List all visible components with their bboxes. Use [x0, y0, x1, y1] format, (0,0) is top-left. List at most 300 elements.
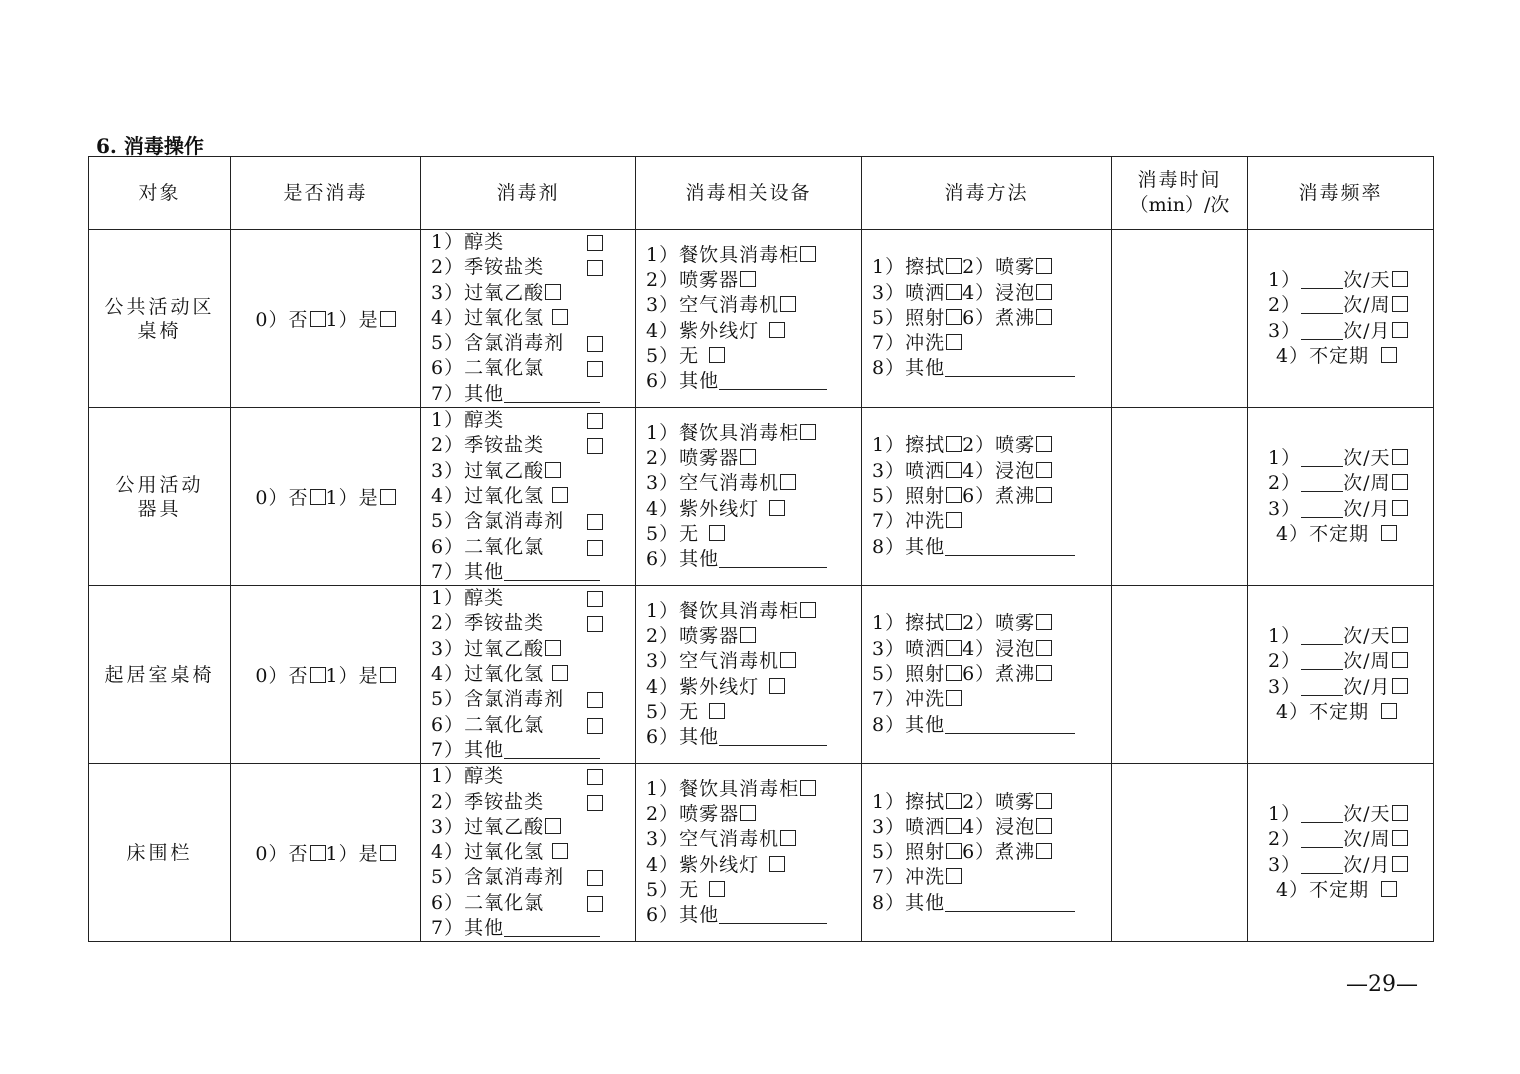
- method-option-label: 4）浸泡: [962, 281, 1036, 304]
- equipment-cell: [636, 764, 862, 942]
- agent-option-label: 5）含氯消毒剂: [431, 510, 565, 533]
- method-checkbox[interactable]: [946, 690, 962, 706]
- agent-checkbox[interactable]: [587, 769, 603, 785]
- agent-option: [431, 408, 635, 433]
- equipment-checkbox[interactable]: [740, 805, 756, 821]
- frequency-count-input[interactable]: [1301, 321, 1343, 340]
- agent-checkbox[interactable]: [545, 284, 561, 300]
- frequency-option-label: 1）: [1268, 625, 1302, 648]
- frequency-count-input[interactable]: [1301, 448, 1343, 467]
- agent-checkbox[interactable]: [587, 514, 603, 530]
- disinfection-table: [88, 156, 1434, 942]
- header-time-line1: 消毒时间: [1137, 169, 1222, 191]
- equipment-option-label: 5）无: [646, 522, 700, 545]
- agent-option: [431, 382, 635, 407]
- frequency-checkbox[interactable]: [1392, 856, 1408, 872]
- frequency-option: [1268, 522, 1433, 547]
- method-option-label: 6）煮沸: [962, 306, 1036, 329]
- agent-option-label: 2）季铵盐类: [431, 612, 545, 635]
- agent-checkbox[interactable]: [587, 260, 603, 276]
- frequency-checkbox[interactable]: [1392, 296, 1408, 312]
- frequency-checkbox[interactable]: [1381, 881, 1397, 897]
- frequency-option: [1268, 802, 1433, 827]
- method-checkbox[interactable]: [1036, 665, 1052, 681]
- agent-option-label: 3）过氧乙酸: [431, 281, 545, 304]
- table-row: [89, 230, 1434, 408]
- equipment-option: [646, 827, 861, 852]
- method-option-line: [872, 662, 1111, 687]
- frequency-checkbox[interactable]: [1392, 500, 1408, 516]
- agent-option-label: 6）二氧化氯: [431, 891, 545, 914]
- method-checkbox[interactable]: [946, 309, 962, 325]
- agent-option-label: 4）过氧化氢: [431, 484, 545, 507]
- agent-option-label: 1）醇类: [431, 409, 505, 432]
- frequency-option: [1268, 293, 1433, 318]
- agent-cell: [421, 764, 636, 942]
- agent-checkbox[interactable]: [587, 870, 603, 886]
- agent-option: [431, 459, 635, 484]
- method-option-line: [872, 459, 1111, 484]
- agent-checkbox[interactable]: [587, 361, 603, 377]
- frequency-option-label: 2）: [1268, 472, 1302, 495]
- time-cell[interactable]: [1112, 586, 1248, 764]
- time-cell[interactable]: [1112, 230, 1248, 408]
- whether-no-label: 0）否: [255, 487, 309, 510]
- equipment-option-label: 4）紫外线灯: [646, 853, 760, 876]
- agent-other-input[interactable]: [504, 384, 600, 403]
- method-checkbox[interactable]: [946, 793, 962, 809]
- method-option-label: 8）其他: [872, 535, 946, 558]
- agent-checkbox[interactable]: [587, 616, 603, 632]
- method-option-label: 1）擦拭: [872, 790, 946, 813]
- equipment-option-label: 4）紫外线灯: [646, 319, 760, 342]
- method-checkbox[interactable]: [946, 843, 962, 859]
- equipment-checkbox[interactable]: [800, 780, 816, 796]
- whether-yes-label: 1）是: [325, 843, 379, 866]
- agent-option-label: 4）过氧化氢: [431, 663, 545, 686]
- method-checkbox[interactable]: [1036, 258, 1052, 274]
- frequency-option: [1268, 853, 1433, 878]
- method-option-label: 2）喷雾: [962, 612, 1036, 635]
- agent-cell: [421, 408, 636, 586]
- equipment-checkbox[interactable]: [709, 881, 725, 897]
- agent-option: [431, 230, 635, 255]
- equipment-checkbox[interactable]: [740, 627, 756, 643]
- agent-option: [431, 356, 635, 381]
- agent-checkbox[interactable]: [545, 818, 561, 834]
- method-option-label: 2）喷雾: [962, 790, 1036, 813]
- agent-checkbox[interactable]: [587, 692, 603, 708]
- method-option-line: [872, 611, 1111, 636]
- equipment-checkbox[interactable]: [780, 296, 796, 312]
- header-whether: 是否消毒: [231, 157, 421, 230]
- agent-option: [431, 433, 635, 458]
- method-other-input[interactable]: [945, 537, 1075, 556]
- method-option-label: 1）擦拭: [872, 612, 946, 635]
- frequency-option: [1268, 700, 1433, 725]
- whether-yes-checkbox[interactable]: [380, 845, 396, 861]
- equipment-option-label: 4）紫外线灯: [646, 497, 760, 520]
- equipment-option: [646, 777, 861, 802]
- agent-option-label: 3）过氧乙酸: [431, 459, 545, 482]
- agent-checkbox[interactable]: [552, 309, 568, 325]
- frequency-option-label: 4）不定期: [1276, 879, 1370, 902]
- method-checkbox[interactable]: [1036, 487, 1052, 503]
- equipment-option-label: 3）空气消毒机: [646, 828, 780, 851]
- agent-option: [431, 790, 635, 815]
- frequency-checkbox[interactable]: [1392, 449, 1408, 465]
- agent-option-label: 2）季铵盐类: [431, 434, 545, 457]
- equipment-option-label: 3）空气消毒机: [646, 650, 780, 673]
- method-checkbox[interactable]: [946, 512, 962, 528]
- frequency-option: [1268, 471, 1433, 496]
- method-checkbox[interactable]: [946, 284, 962, 300]
- frequency-checkbox[interactable]: [1392, 652, 1408, 668]
- method-option-label: 7）冲洗: [872, 510, 946, 533]
- agent-option-label: 7）其他: [431, 382, 505, 405]
- agent-checkbox[interactable]: [552, 665, 568, 681]
- frequency-option-label: 次/周: [1343, 650, 1391, 673]
- header-agent: 消毒剂: [421, 157, 636, 230]
- method-option-label: 3）喷洒: [872, 281, 946, 304]
- agent-checkbox[interactable]: [545, 462, 561, 478]
- method-checkbox[interactable]: [946, 868, 962, 884]
- agent-option-label: 1）醇类: [431, 231, 505, 253]
- equipment-option-label: 2）喷雾器: [646, 447, 740, 470]
- method-option-label: 5）照射: [872, 663, 946, 686]
- equipment-checkbox[interactable]: [709, 703, 725, 719]
- method-option-line: [872, 865, 1111, 890]
- agent-option-label: 2）季铵盐类: [431, 790, 545, 813]
- equipment-checkbox[interactable]: [769, 678, 785, 694]
- object-label-line2: 桌椅: [137, 319, 182, 342]
- object-label-line1: 床围栏: [126, 841, 193, 864]
- equipment-option: [646, 725, 861, 750]
- frequency-option-label: 次/天: [1343, 803, 1391, 826]
- equipment-cell: [636, 230, 862, 408]
- whether-cell: [231, 230, 421, 408]
- equipment-option: [646, 853, 861, 878]
- method-checkbox[interactable]: [946, 614, 962, 630]
- method-checkbox[interactable]: [946, 818, 962, 834]
- frequency-checkbox[interactable]: [1381, 525, 1397, 541]
- method-option-line: [872, 637, 1111, 662]
- agent-checkbox[interactable]: [587, 235, 603, 251]
- frequency-checkbox[interactable]: [1381, 347, 1397, 363]
- whether-no-checkbox[interactable]: [310, 311, 326, 327]
- frequency-option-label: 次/天: [1343, 447, 1391, 470]
- agent-checkbox[interactable]: [587, 718, 603, 734]
- equipment-checkbox[interactable]: [780, 830, 796, 846]
- method-option-line: [872, 281, 1111, 306]
- frequency-option: [1268, 268, 1433, 293]
- method-checkbox[interactable]: [1036, 462, 1052, 478]
- equipment-option-label: 1）餐饮具消毒柜: [646, 777, 800, 800]
- equipment-option: [646, 497, 861, 522]
- frequency-count-input[interactable]: [1301, 855, 1343, 874]
- object-label-line1: 公共活动区: [104, 295, 215, 318]
- agent-checkbox[interactable]: [587, 591, 603, 607]
- frequency-option-label: 1）: [1268, 803, 1302, 826]
- method-checkbox[interactable]: [1036, 793, 1052, 809]
- header-frequency: 消毒频率: [1248, 157, 1434, 230]
- equipment-option: [646, 319, 861, 344]
- method-option-line: [872, 790, 1111, 815]
- method-option-line: [872, 891, 1111, 916]
- agent-checkbox[interactable]: [587, 896, 603, 912]
- agent-checkbox[interactable]: [587, 540, 603, 556]
- equipment-checkbox[interactable]: [780, 652, 796, 668]
- frequency-cell: [1248, 230, 1434, 408]
- frequency-option: [1268, 497, 1433, 522]
- agent-option: [431, 611, 635, 636]
- method-checkbox[interactable]: [946, 487, 962, 503]
- equipment-option-label: 6）其他: [646, 904, 720, 927]
- frequency-option-label: 2）: [1268, 828, 1302, 851]
- method-option-line: [872, 433, 1111, 458]
- method-checkbox[interactable]: [1036, 818, 1052, 834]
- method-checkbox[interactable]: [946, 462, 962, 478]
- method-option-label: 7）冲洗: [872, 866, 946, 889]
- equipment-option: [646, 421, 861, 446]
- frequency-checkbox[interactable]: [1392, 678, 1408, 694]
- method-option-line: [872, 509, 1111, 534]
- frequency-option-label: 4）不定期: [1276, 344, 1370, 367]
- method-checkbox[interactable]: [1036, 284, 1052, 300]
- agent-other-input[interactable]: [504, 740, 600, 759]
- method-other-input[interactable]: [945, 358, 1075, 377]
- agent-option-label: 4）过氧化氢: [431, 841, 545, 864]
- method-checkbox[interactable]: [946, 258, 962, 274]
- agent-option: [431, 281, 635, 306]
- header-method: 消毒方法: [862, 157, 1112, 230]
- method-option-label: 5）照射: [872, 306, 946, 329]
- agent-option: [431, 509, 635, 534]
- agent-checkbox[interactable]: [552, 487, 568, 503]
- equipment-option: [646, 293, 861, 318]
- frequency-checkbox[interactable]: [1392, 830, 1408, 846]
- equipment-checkbox[interactable]: [709, 525, 725, 541]
- agent-checkbox[interactable]: [587, 336, 603, 352]
- header-row: [89, 157, 1434, 230]
- equipment-option: [646, 675, 861, 700]
- equipment-checkbox[interactable]: [780, 474, 796, 490]
- equipment-option-label: 5）无: [646, 700, 700, 723]
- frequency-option: [1268, 878, 1433, 903]
- equipment-checkbox[interactable]: [769, 500, 785, 516]
- whether-yes-checkbox[interactable]: [380, 311, 396, 327]
- method-option-line: [872, 331, 1111, 356]
- equipment-checkbox[interactable]: [800, 246, 816, 262]
- agent-option: [431, 916, 635, 941]
- equipment-option-label: 6）其他: [646, 370, 720, 393]
- frequency-count-input[interactable]: [1301, 651, 1343, 670]
- object-label-line2: 器具: [137, 497, 182, 520]
- method-option-label: 2）喷雾: [962, 434, 1036, 457]
- method-option-label: 7）冲洗: [872, 332, 946, 355]
- equipment-other-input[interactable]: [719, 371, 827, 390]
- method-option-line: [872, 535, 1111, 560]
- frequency-count-input[interactable]: [1301, 677, 1343, 696]
- method-option-label: 3）喷洒: [872, 815, 946, 838]
- equipment-other-input[interactable]: [719, 905, 827, 924]
- method-option-label: 3）喷洒: [872, 459, 946, 482]
- agent-option: [431, 560, 635, 585]
- method-option-line: [872, 356, 1111, 381]
- equipment-checkbox[interactable]: [740, 271, 756, 287]
- agent-option: [431, 535, 635, 560]
- method-checkbox[interactable]: [946, 640, 962, 656]
- frequency-option-label: 2）: [1268, 294, 1302, 317]
- frequency-count-input[interactable]: [1301, 804, 1343, 823]
- frequency-checkbox[interactable]: [1381, 703, 1397, 719]
- agent-option: [431, 662, 635, 687]
- header-time: [1112, 157, 1248, 230]
- agent-option-label: 6）二氧化氯: [431, 357, 545, 380]
- method-checkbox[interactable]: [1036, 614, 1052, 630]
- time-cell[interactable]: [1112, 764, 1248, 942]
- frequency-cell: [1248, 764, 1434, 942]
- frequency-option-label: 2）: [1268, 650, 1302, 673]
- frequency-checkbox[interactable]: [1392, 805, 1408, 821]
- frequency-count-input[interactable]: [1301, 295, 1343, 314]
- frequency-option-label: 1）: [1268, 268, 1302, 291]
- agent-option-label: 5）含氯消毒剂: [431, 688, 565, 711]
- frequency-count-input[interactable]: [1301, 626, 1343, 645]
- equipment-checkbox[interactable]: [800, 424, 816, 440]
- frequency-option-label: 次/月: [1343, 853, 1391, 876]
- method-checkbox[interactable]: [1036, 309, 1052, 325]
- frequency-count-input[interactable]: [1301, 270, 1343, 289]
- equipment-option: [646, 268, 861, 293]
- method-other-input[interactable]: [945, 715, 1075, 734]
- method-checkbox[interactable]: [946, 334, 962, 350]
- frequency-option-label: 次/月: [1343, 675, 1391, 698]
- object-label-line1: 起居室桌椅: [104, 663, 215, 686]
- method-checkbox[interactable]: [946, 436, 962, 452]
- frequency-checkbox[interactable]: [1392, 474, 1408, 490]
- header-time-line2: （min）/次: [1129, 194, 1230, 216]
- whether-yes-label: 1）是: [325, 309, 379, 332]
- agent-checkbox[interactable]: [552, 843, 568, 859]
- agent-option-label: 3）过氧乙酸: [431, 815, 545, 838]
- equipment-option: [646, 599, 861, 624]
- equipment-option: [646, 369, 861, 394]
- equipment-checkbox[interactable]: [769, 856, 785, 872]
- frequency-option-label: 1）: [1268, 447, 1302, 470]
- frequency-option-label: 次/月: [1343, 497, 1391, 520]
- frequency-checkbox[interactable]: [1392, 322, 1408, 338]
- method-option-label: 4）浸泡: [962, 459, 1036, 482]
- agent-option-label: 6）二氧化氯: [431, 535, 545, 558]
- frequency-option: [1268, 675, 1433, 700]
- agent-checkbox[interactable]: [587, 413, 603, 429]
- equipment-option: [646, 344, 861, 369]
- equipment-option-label: 5）无: [646, 879, 700, 902]
- agent-option-label: 5）含氯消毒剂: [431, 866, 565, 889]
- agent-checkbox[interactable]: [545, 640, 561, 656]
- agent-option: [431, 255, 635, 280]
- whether-yes-label: 1）是: [325, 665, 379, 688]
- method-option-label: 6）煮沸: [962, 841, 1036, 864]
- frequency-checkbox[interactable]: [1392, 271, 1408, 287]
- agent-option: [431, 713, 635, 738]
- method-checkbox[interactable]: [946, 665, 962, 681]
- equipment-option: [646, 547, 861, 572]
- method-option-label: 6）煮沸: [962, 484, 1036, 507]
- frequency-option-label: 次/天: [1343, 268, 1391, 291]
- method-option-label: 5）照射: [872, 484, 946, 507]
- whether-no-label: 0）否: [255, 309, 309, 332]
- whether-no-checkbox[interactable]: [310, 845, 326, 861]
- agent-option: [431, 891, 635, 916]
- frequency-count-input[interactable]: [1301, 499, 1343, 518]
- equipment-option-label: 1）餐饮具消毒柜: [646, 599, 800, 622]
- method-cell: [862, 408, 1112, 586]
- frequency-option-label: 次/周: [1343, 828, 1391, 851]
- equipment-checkbox[interactable]: [769, 322, 785, 338]
- time-cell[interactable]: [1112, 408, 1248, 586]
- method-option-line: [872, 255, 1111, 280]
- frequency-count-input[interactable]: [1301, 473, 1343, 492]
- equipment-option: [646, 446, 861, 471]
- equipment-checkbox[interactable]: [740, 449, 756, 465]
- frequency-option: [1268, 649, 1433, 674]
- method-option-line: [872, 815, 1111, 840]
- agent-option-label: 6）二氧化氯: [431, 713, 545, 736]
- equipment-other-input[interactable]: [719, 549, 827, 568]
- agent-other-input[interactable]: [504, 918, 600, 937]
- method-option-label: 3）喷洒: [872, 637, 946, 660]
- agent-other-input[interactable]: [504, 562, 600, 581]
- table-row: [89, 764, 1434, 942]
- method-option-label: 6）煮沸: [962, 663, 1036, 686]
- whether-no-checkbox[interactable]: [310, 667, 326, 683]
- method-option-label: 1）擦拭: [872, 434, 946, 457]
- header-object: 对象: [89, 157, 231, 230]
- frequency-count-input[interactable]: [1301, 829, 1343, 848]
- method-checkbox[interactable]: [1036, 843, 1052, 859]
- agent-checkbox[interactable]: [587, 438, 603, 454]
- header-equipment: 消毒相关设备: [636, 157, 862, 230]
- whether-no-checkbox[interactable]: [310, 489, 326, 505]
- method-checkbox[interactable]: [1036, 436, 1052, 452]
- agent-option: [431, 586, 635, 611]
- equipment-checkbox[interactable]: [800, 602, 816, 618]
- method-other-input[interactable]: [945, 893, 1075, 912]
- equipment-other-input[interactable]: [719, 727, 827, 746]
- agent-cell: [421, 230, 636, 408]
- whether-yes-checkbox[interactable]: [380, 667, 396, 683]
- equipment-checkbox[interactable]: [709, 347, 725, 363]
- method-option-label: 8）其他: [872, 357, 946, 380]
- agent-option: [431, 306, 635, 331]
- method-cell: [862, 586, 1112, 764]
- agent-option-label: 1）醇类: [431, 587, 505, 610]
- frequency-checkbox[interactable]: [1392, 627, 1408, 643]
- equipment-cell: [636, 408, 862, 586]
- frequency-cell: [1248, 586, 1434, 764]
- method-checkbox[interactable]: [1036, 640, 1052, 656]
- agent-option: [431, 865, 635, 890]
- agent-checkbox[interactable]: [587, 795, 603, 811]
- frequency-option: [1268, 624, 1433, 649]
- equipment-option: [646, 243, 861, 268]
- whether-yes-checkbox[interactable]: [380, 489, 396, 505]
- object-cell: [89, 230, 231, 408]
- equipment-option: [646, 624, 861, 649]
- frequency-option-label: 3）: [1268, 853, 1302, 876]
